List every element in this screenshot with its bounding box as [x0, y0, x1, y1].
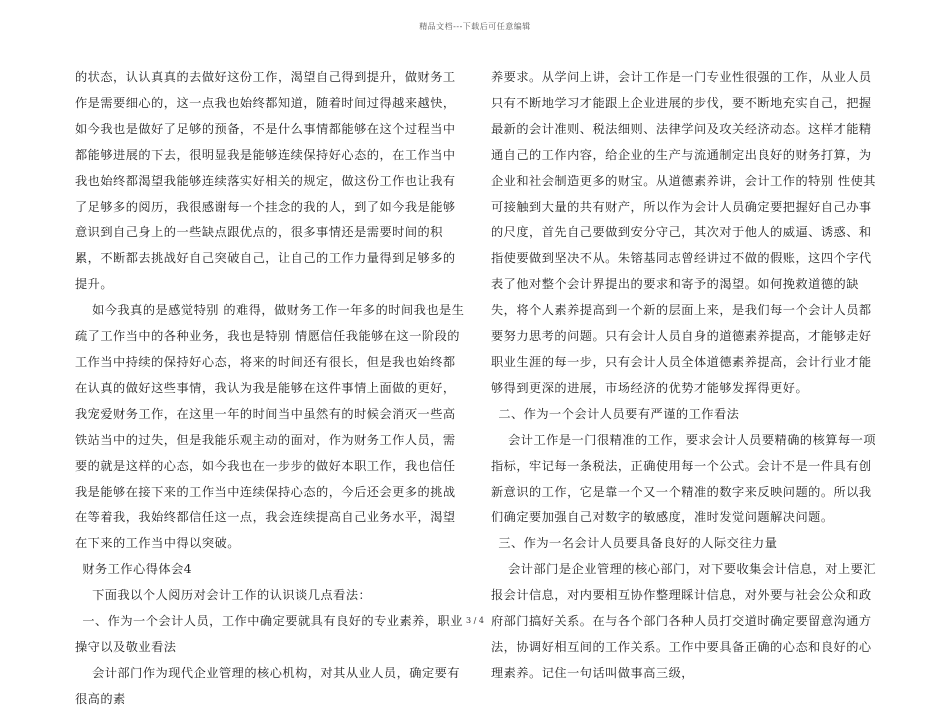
header-note: 精品文档---下载后可任意编辑 [419, 22, 531, 31]
right-paragraph-2: 会计工作是一门很精准的工作，要求会计人员要精确的核算每一项指标，牢记每一条税法，正确使用每一个公式。会计不是一件具有创新意识的工作，它是靠一个又一个精准的数字来反映问题的。所以我们确定要加强自己对数字的敏感度，准时发觉问题解决问题。 [491, 432, 877, 525]
right-paragraph-1: 养要求。从学问上讲，会计工作是一门专业性很强的工作，从业人员只有不断地学习才能跟上企业进展的步伐，要不断地充实自己，把握最新的会计准则、税法细则、法律学问及攻关经济动态。这样才能精通自己的工作内容，给企业的生产与流通制定出良好的财务打算，为企业和社会制造更多的财宝。从道德素养讲，会计工作的特别 性使其可接触到大量的共有财产，所以作为会计人员确定要把握好自己办事的尺度，首先自己要做到安分守己，其次对于他人的威逼、诱惑、和指使要做到坚决不从。朱镕基同志曾经讲过不做的假账，这四个字代表了他对整个会计界提出的要求和寄予的渴望。如何挽救道德的缺失，将个人素养提高到一个新的层面上来，是我们每一个会计人员都要努力思考的问题。只有会计人员自身的道德素养提高，才能够走好职业生涯的每一步，只有会计人员全体道德素养提高，会计行业才能够得到更深的进展，市场经济的优势才能够发挥得更好。 [491, 70, 876, 395]
left-heading-1: 一、作为一个会计人员，工作中确定要就具有良好的专业素养，职业操守以及敬业看法 [75, 614, 463, 654]
page-number: 3 / 4 [466, 616, 484, 625]
left-paragraph-1: 的状态，认认真真的去做好这份工作，渴望自己得到提升，做财务工作是需要细心的，这一点我也始终都知道，随着时间过得越来越快，如今我也是做好了足够的预备，不是什么事情都能够在这个过程当中都能够进展的下去，很明显我是能够连续保持好心态的，在工作当中我也始终都渴望我能够连续落实好相关的规定，做这份工作也让我有了足够多的阅历，我很感谢每一个挂念的我的人，到了如今我是能够意识到自己身上的一些缺点跟优点的，很多事情还是需要时间的积累，不断都去挑战好自己突破自己，让自己的工作力量得到足够多的提升。 [75, 70, 456, 292]
left-paragraph-2: 如今我真的是感觉特别 的难得，做财务工作一年多的时间我也是生疏了工作当中的各种业务，我也是特别 情愿信任我能够在这一阶段的工作当中持续的保持好心态，将来的时间还有很长，但是我也始终都在认真的做好这些事情，我认为我是能够在这件事情上面做的更好，我宠爱财务工作，在这里一年的时间当中虽然有的时候会消灭一些高铁站当中的过失，但是我能乐观主动的面对，作为财务工作人员，需要的就是这样的心态，如今我也在一步步的做好本职工作，我也信任我是能够在接下来的工作当中连续保持心态的，今后还会更多的挑战在等着我，我始终都信任这一点，我会连续提高自己业务水平，渴望在下来的工作当中得以突破。 [75, 303, 465, 551]
left-paragraph-4: 会计部门作为现代企业管理的核心机构，对其从业人员，确定要有很高的素 [75, 665, 461, 706]
section-title: 财务工作心得体会4 [82, 562, 193, 577]
left-paragraph-3: 下面我以个人阅历对会计工作的认识谈几点看法： [92, 588, 372, 603]
right-heading-2: 二、作为一个会计人员要有严谨的工作看法 [498, 406, 740, 421]
right-paragraph-3: 会计部门是企业管理的核心部门，对下要收集会计信息，对上要汇报会计信息，对内要相互协作整理睬计信息，对外要与社会公众和政府部门搞好关系。在与各个部门各种人员打交道时确定要留意沟通方法，协调好相互间的工作关系。工作中要具备正确的心态和良好的心理素养。记住一句话叫做事高三级， [491, 562, 877, 680]
right-column [491, 65, 879, 687]
right-heading-3: 三、作为一名会计人员要具备良好的人际交往力量 [498, 536, 778, 551]
